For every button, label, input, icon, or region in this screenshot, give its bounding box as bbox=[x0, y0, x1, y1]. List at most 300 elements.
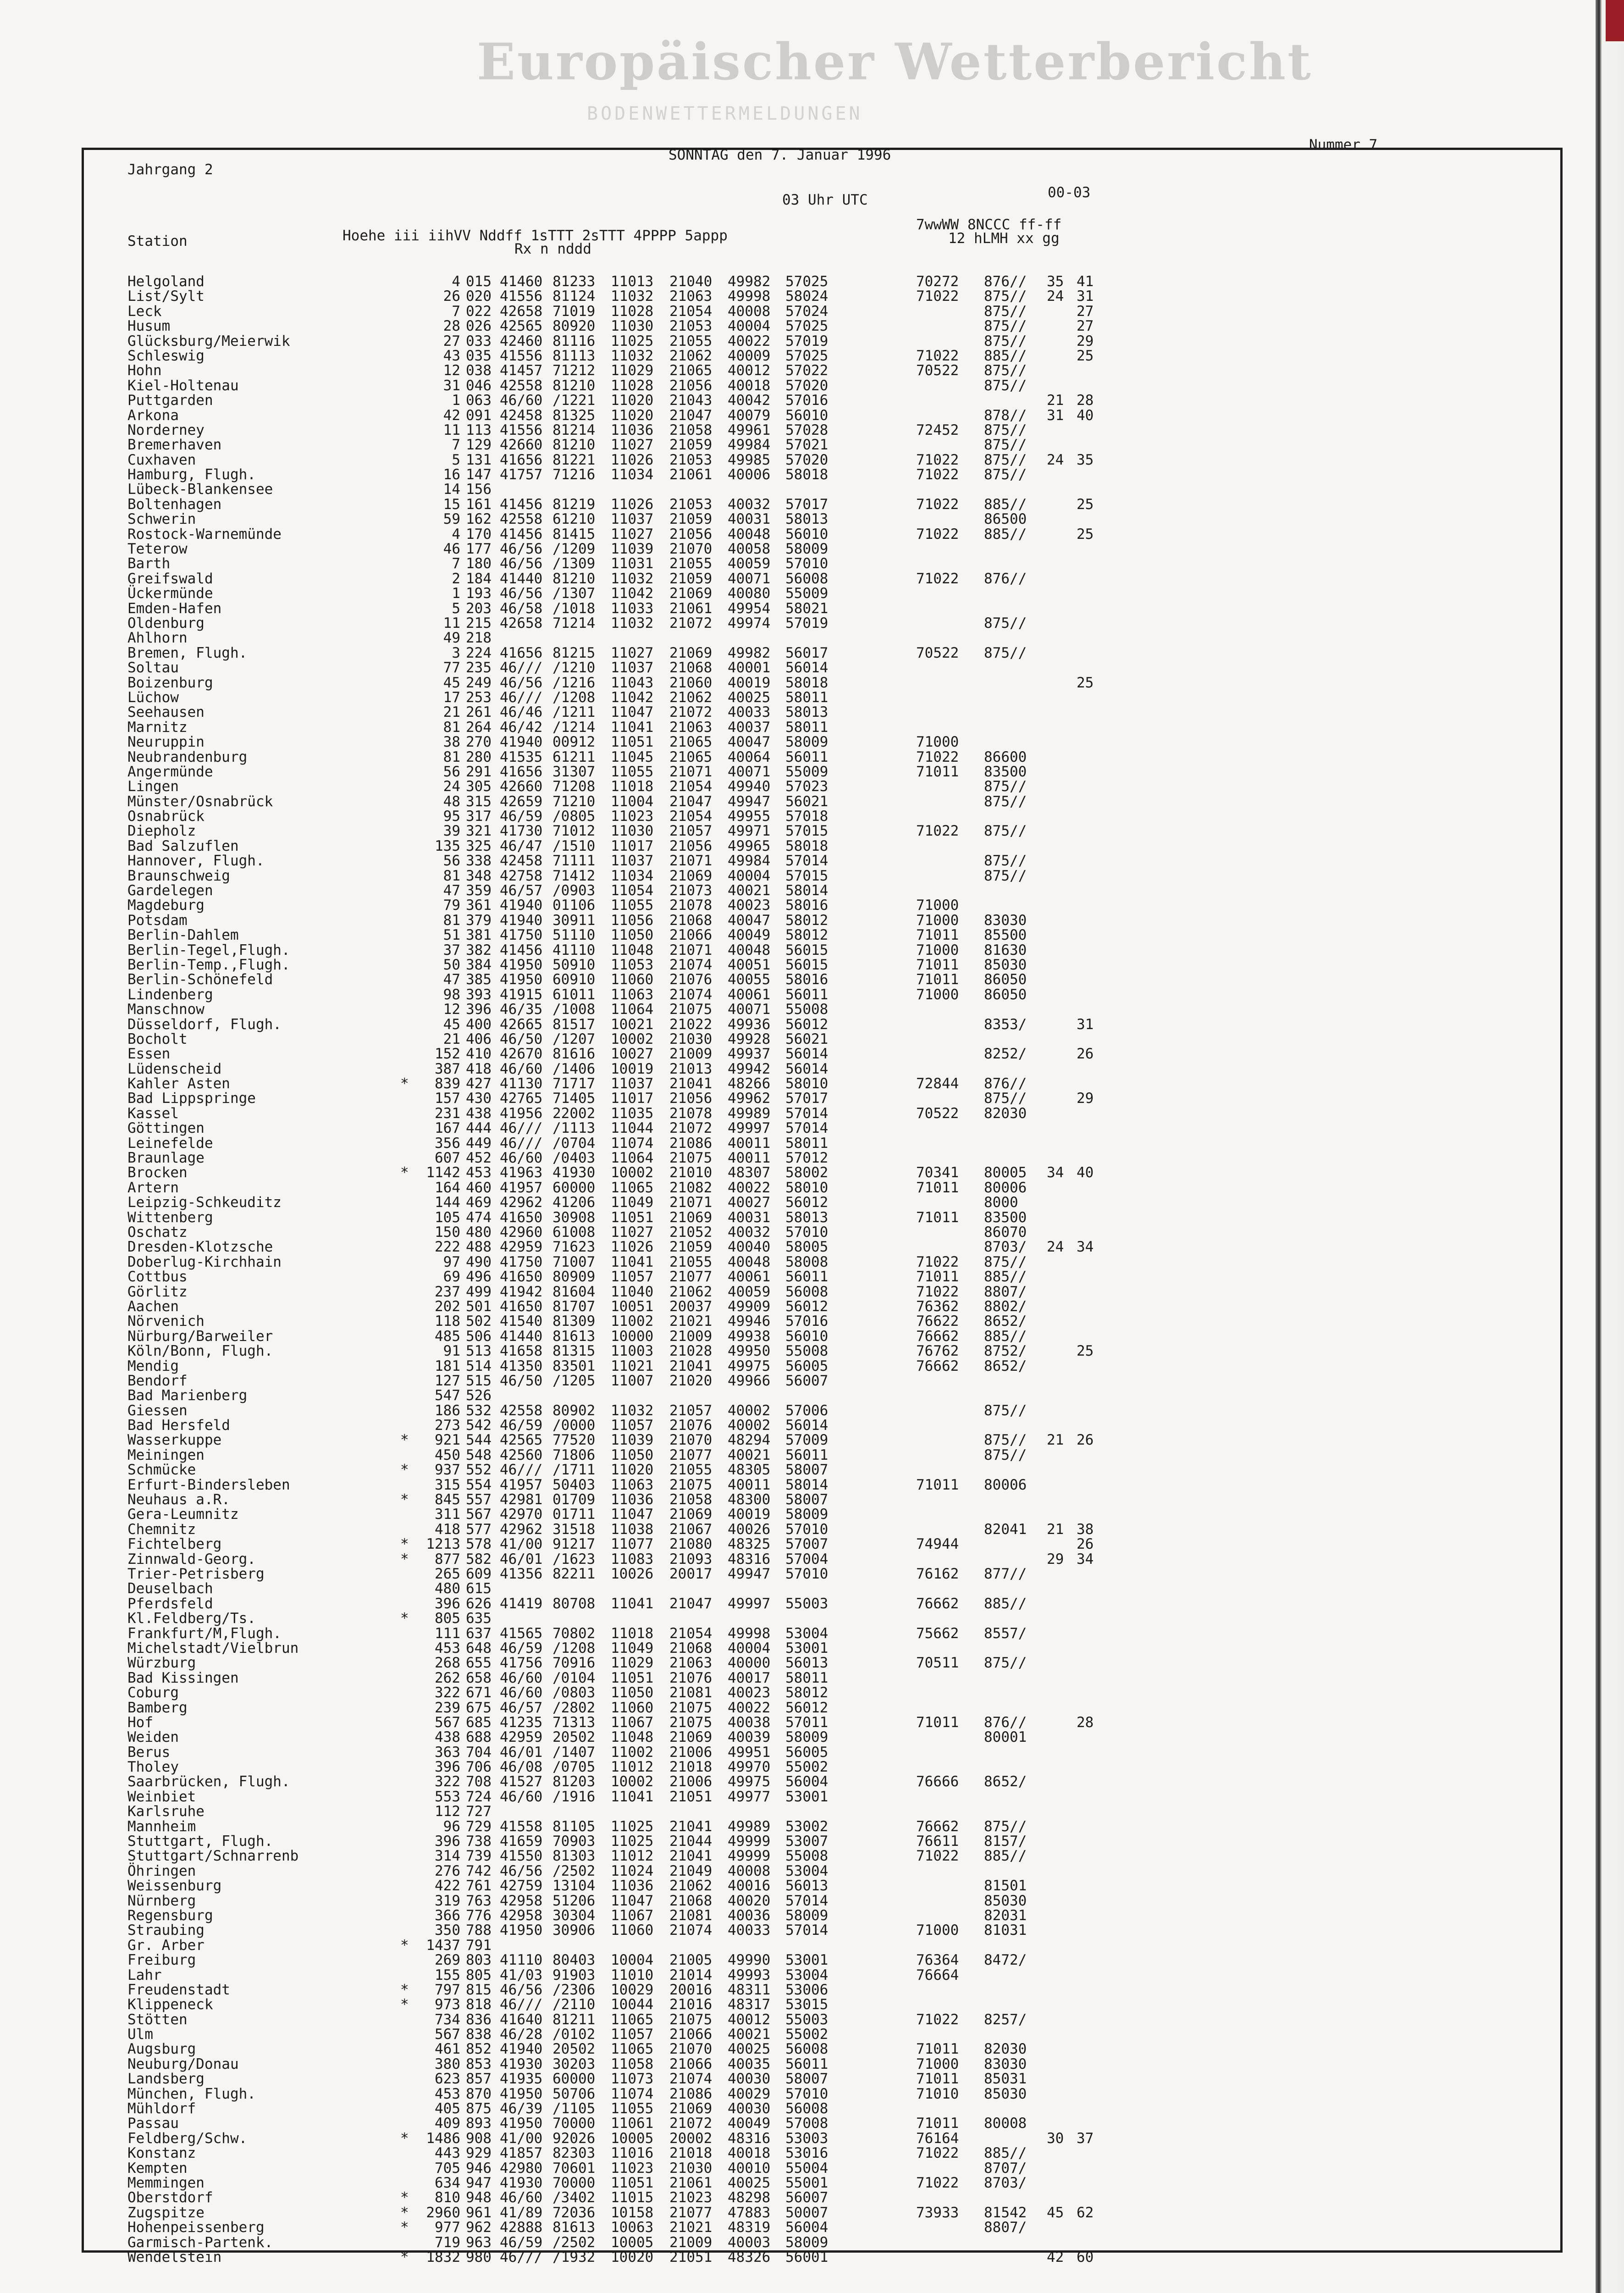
group-1sttt: 11065 bbox=[611, 2041, 654, 2058]
group-5appp: 53002 bbox=[785, 1818, 829, 1835]
group-8nccc: 85500 bbox=[984, 927, 1027, 944]
elevation: 239 bbox=[435, 1699, 460, 1716]
station-name: Tholey bbox=[127, 1759, 179, 1776]
group-nddff: 70903 bbox=[552, 1833, 596, 1850]
group-5appp: 58010 bbox=[785, 1075, 829, 1092]
group-8nccc: 875// bbox=[984, 644, 1027, 661]
mountain-marker: * bbox=[400, 1610, 409, 1627]
group-5appp: 56007 bbox=[785, 1372, 829, 1389]
group-5appp: 57010 bbox=[785, 1521, 829, 1538]
group-nddff: 81415 bbox=[552, 526, 596, 543]
group-5appp: 56021 bbox=[785, 793, 829, 810]
group-4pppp: 40025 bbox=[728, 2041, 771, 2058]
group-2sttt: 21061 bbox=[669, 600, 713, 617]
gust-gg: 34 bbox=[1077, 1551, 1094, 1567]
group-nddff: /0104 bbox=[552, 1669, 596, 1686]
group-2sttt: 21068 bbox=[669, 659, 713, 676]
station-id: 582 bbox=[466, 1551, 492, 1567]
group-2sttt: 21047 bbox=[669, 793, 713, 810]
group-2sttt: 21059 bbox=[669, 511, 713, 528]
group-4pppp: 40006 bbox=[728, 466, 771, 483]
group-8nccc: 885// bbox=[984, 496, 1027, 513]
station-name: Gr. Arber bbox=[127, 1937, 204, 1954]
station-id: 396 bbox=[466, 1001, 492, 1018]
group-1sttt: 11023 bbox=[611, 808, 654, 825]
group-7wwww: 72452 bbox=[916, 421, 959, 438]
station-id: 291 bbox=[466, 763, 492, 780]
elevation: 1213 bbox=[426, 1536, 460, 1553]
group-5appp: 53015 bbox=[785, 1996, 829, 2013]
group-nddff: 80902 bbox=[552, 1402, 596, 1419]
group-1sttt: 11057 bbox=[611, 1268, 654, 1285]
group-iihvv: 42670 bbox=[500, 1046, 543, 1063]
elevation: 11 bbox=[443, 421, 460, 438]
elevation: 623 bbox=[435, 2071, 460, 2088]
group-nddff: 82211 bbox=[552, 1565, 596, 1582]
group-nddff: 81221 bbox=[552, 451, 596, 468]
group-nddff: 81325 bbox=[552, 407, 596, 424]
group-8nccc: 875// bbox=[984, 288, 1027, 305]
group-4pppp: 40021 bbox=[728, 2026, 771, 2043]
station-id: 526 bbox=[466, 1387, 492, 1404]
group-8nccc: 83030 bbox=[984, 912, 1027, 929]
group-iihvv: 42888 bbox=[500, 2219, 543, 2236]
station-id: 177 bbox=[466, 541, 492, 558]
station-name: Nörvenich bbox=[127, 1313, 204, 1330]
group-2sttt: 21078 bbox=[669, 897, 713, 914]
elevation: 91 bbox=[443, 1343, 460, 1360]
station-id: 729 bbox=[466, 1818, 492, 1835]
station-id: 815 bbox=[466, 1981, 492, 1998]
station-id: 406 bbox=[466, 1030, 492, 1047]
issue-number: Nummer 7 bbox=[1309, 137, 1378, 153]
group-7wwww: 70511 bbox=[916, 1655, 959, 1672]
station-name: Schmücke bbox=[127, 1462, 196, 1479]
station-id: 215 bbox=[466, 615, 492, 631]
group-5appp: 56015 bbox=[785, 942, 829, 958]
group-2sttt: 21021 bbox=[669, 1313, 713, 1330]
group-5appp: 53007 bbox=[785, 1833, 829, 1850]
group-iihvv: 41656 bbox=[500, 763, 543, 780]
group-1sttt: 11018 bbox=[611, 1625, 654, 1642]
station-id: 635 bbox=[466, 1610, 492, 1627]
group-5appp: 57020 bbox=[785, 377, 829, 394]
gust-xx: 21 bbox=[1047, 1432, 1064, 1449]
group-iihvv: 41656 bbox=[500, 451, 543, 468]
group-1sttt: 10044 bbox=[611, 1996, 654, 2013]
station-id: 742 bbox=[466, 1862, 492, 1879]
group-8nccc: 82031 bbox=[984, 1907, 1027, 1924]
group-2sttt: 21071 bbox=[669, 942, 713, 958]
group-1sttt: 10027 bbox=[611, 1046, 654, 1063]
gust-xx: 45 bbox=[1047, 2204, 1064, 2221]
group-2sttt: 21053 bbox=[669, 318, 713, 335]
jahrgang-label: Jahrgang 2 bbox=[127, 161, 213, 178]
group-iihvv: 46/60 bbox=[500, 2189, 543, 2206]
group-nddff: 81211 bbox=[552, 2011, 596, 2028]
group-8nccc: 8652/ bbox=[984, 1357, 1027, 1374]
group-2sttt: 21053 bbox=[669, 496, 713, 513]
elevation: 202 bbox=[435, 1298, 460, 1315]
group-5appp: 57007 bbox=[785, 1536, 829, 1553]
group-iihvv: 42558 bbox=[500, 1402, 543, 1419]
elevation: 45 bbox=[443, 674, 460, 691]
group-4pppp: 40004 bbox=[728, 867, 771, 884]
group-8nccc: 878// bbox=[984, 407, 1027, 424]
elevation: 28 bbox=[443, 318, 460, 335]
group-4pppp: 40049 bbox=[728, 2115, 771, 2132]
group-8nccc: 875// bbox=[984, 853, 1027, 870]
station-name: Hof bbox=[127, 1714, 153, 1731]
group-5appp: 58010 bbox=[785, 1179, 829, 1196]
group-8nccc: 875// bbox=[984, 615, 1027, 631]
elevation: 7 bbox=[452, 303, 460, 320]
group-8nccc: 8752/ bbox=[984, 1343, 1027, 1360]
elevation: 157 bbox=[435, 1090, 460, 1107]
group-nddff: 30203 bbox=[552, 2055, 596, 2072]
main-columns-header: Hoehe iii iihVV Nddff 1sTTT 2sTTT 4PPPP 5appp bbox=[342, 227, 728, 244]
group-4pppp: 40022 bbox=[728, 332, 771, 349]
station-name: Dresden-Klotzsche bbox=[127, 1239, 273, 1256]
group-2sttt: 21075 bbox=[669, 1714, 713, 1731]
group-4pppp: 40003 bbox=[728, 2234, 771, 2251]
group-2sttt: 21055 bbox=[669, 1462, 713, 1479]
elevation: 50 bbox=[443, 956, 460, 973]
gust-gg: 37 bbox=[1077, 2130, 1094, 2147]
group-iihvv: 41457 bbox=[500, 362, 543, 379]
station-id: 685 bbox=[466, 1714, 492, 1731]
group-1sttt: 11017 bbox=[611, 1090, 654, 1107]
group-nddff: /2802 bbox=[552, 1699, 596, 1716]
group-4pppp: 48316 bbox=[728, 1551, 771, 1567]
group-nddff: /1209 bbox=[552, 541, 596, 558]
station-name: Augsburg bbox=[127, 2041, 196, 2058]
group-7wwww: 71022 bbox=[916, 2145, 959, 2162]
group-nddff: /1510 bbox=[552, 837, 596, 854]
gust-gg: 28 bbox=[1077, 1714, 1094, 1731]
elevation: 105 bbox=[435, 1209, 460, 1226]
group-2sttt: 21072 bbox=[669, 704, 713, 721]
group-2sttt: 21054 bbox=[669, 778, 713, 795]
station-id: 724 bbox=[466, 1788, 492, 1805]
station-name: Braunlage bbox=[127, 1150, 204, 1167]
group-nddff: /1309 bbox=[552, 555, 596, 572]
group-5appp: 56008 bbox=[785, 570, 829, 587]
group-iihvv: 42660 bbox=[500, 778, 543, 795]
group-8nccc: 80008 bbox=[984, 2115, 1027, 2132]
group-7wwww: 71000 bbox=[916, 2055, 959, 2072]
group-iihvv: 46/46 bbox=[500, 704, 543, 721]
station-name: Ahlhorn bbox=[127, 630, 188, 647]
elevation: 422 bbox=[435, 1878, 460, 1894]
group-2sttt: 21009 bbox=[669, 1046, 713, 1063]
group-4pppp: 49947 bbox=[728, 793, 771, 810]
group-1sttt: 11044 bbox=[611, 1120, 654, 1137]
group-4pppp: 48316 bbox=[728, 2130, 771, 2147]
group-nddff: 01106 bbox=[552, 897, 596, 914]
station-name: Norderney bbox=[127, 421, 204, 438]
group-iihvv: 46/60 bbox=[500, 1669, 543, 1686]
station-name: Görlitz bbox=[127, 1283, 188, 1300]
station-name: Kempten bbox=[127, 2160, 188, 2177]
group-2sttt: 21006 bbox=[669, 1744, 713, 1761]
group-1sttt: 11028 bbox=[611, 377, 654, 394]
gust-gg: 35 bbox=[1077, 451, 1094, 468]
group-4pppp: 49998 bbox=[728, 288, 771, 305]
group-2sttt: 21040 bbox=[669, 273, 713, 290]
station-id: 384 bbox=[466, 956, 492, 973]
station-id: 162 bbox=[466, 511, 492, 528]
station-name: Nürnberg bbox=[127, 1892, 196, 1909]
station-name: Lingen bbox=[127, 778, 179, 795]
group-5appp: 56012 bbox=[785, 1016, 829, 1033]
group-iihvv: 42765 bbox=[500, 1090, 543, 1107]
group-nddff: 81309 bbox=[552, 1313, 596, 1330]
station-name: Wasserkuppe bbox=[127, 1432, 222, 1449]
group-8nccc: 85030 bbox=[984, 2085, 1027, 2102]
station-name: Erfurt-Bindersleben bbox=[127, 1476, 290, 1493]
group-7wwww: 71022 bbox=[916, 347, 959, 364]
group-1sttt: 11043 bbox=[611, 674, 654, 691]
group-5appp: 55008 bbox=[785, 1343, 829, 1360]
group-iihvv: 46/// bbox=[500, 1135, 543, 1152]
gust-gg: 41 bbox=[1077, 273, 1094, 290]
group-1sttt: 10019 bbox=[611, 1060, 654, 1077]
gust-xx: 21 bbox=[1047, 392, 1064, 409]
station-id: 063 bbox=[466, 392, 492, 409]
group-8nccc: 8557/ bbox=[984, 1625, 1027, 1642]
group-5appp: 58005 bbox=[785, 1239, 829, 1256]
group-nddff: 81616 bbox=[552, 1046, 596, 1063]
group-4pppp: 40030 bbox=[728, 2071, 771, 2088]
station-id: 655 bbox=[466, 1655, 492, 1672]
station-name: Weinbiet bbox=[127, 1788, 196, 1805]
elevation: 322 bbox=[435, 1684, 460, 1701]
station-name: Hamburg, Flugh. bbox=[127, 466, 256, 483]
group-7wwww: 71011 bbox=[916, 971, 959, 988]
gust-xx: 42 bbox=[1047, 2249, 1064, 2265]
group-5appp: 58018 bbox=[785, 674, 829, 691]
group-5appp: 56011 bbox=[785, 986, 829, 1003]
group-2sttt: 21041 bbox=[669, 1357, 713, 1374]
group-4pppp: 49936 bbox=[728, 1016, 771, 1033]
group-5appp: 56008 bbox=[785, 1283, 829, 1300]
group-5appp: 56008 bbox=[785, 2041, 829, 2058]
station-id: 418 bbox=[466, 1060, 492, 1077]
group-1sttt: 11034 bbox=[611, 466, 654, 483]
group-5appp: 58011 bbox=[785, 689, 829, 706]
group-iihvv: 41950 bbox=[500, 956, 543, 973]
group-8nccc: 876// bbox=[984, 1075, 1027, 1092]
group-nddff: 91903 bbox=[552, 1966, 596, 1983]
group-1sttt: 11065 bbox=[611, 1179, 654, 1196]
group-iihvv: 41950 bbox=[500, 2115, 543, 2132]
station-id: 947 bbox=[466, 2175, 492, 2191]
station-name: List/Sylt bbox=[127, 288, 204, 305]
group-iihvv: 46/56 bbox=[500, 555, 543, 572]
group-5appp: 56004 bbox=[785, 1773, 829, 1790]
group-8nccc: 8807/ bbox=[984, 2219, 1027, 2236]
group-8nccc: 885// bbox=[984, 1328, 1027, 1345]
station-id: 180 bbox=[466, 555, 492, 572]
elevation: 47 bbox=[443, 971, 460, 988]
station-id: 838 bbox=[466, 2026, 492, 2043]
group-nddff: 70000 bbox=[552, 2115, 596, 2132]
group-iihvv: 42960 bbox=[500, 1224, 543, 1241]
group-iihvv: 41440 bbox=[500, 1328, 543, 1345]
time-range: 00-03 bbox=[1048, 184, 1091, 201]
elevation: 12 bbox=[443, 362, 460, 379]
group-1sttt: 11036 bbox=[611, 421, 654, 438]
group-1sttt: 11033 bbox=[611, 600, 654, 617]
station-name: Lahr bbox=[127, 1966, 162, 1983]
station-id: 348 bbox=[466, 867, 492, 884]
group-1sttt: 11048 bbox=[611, 942, 654, 958]
station-name: Emden-Hafen bbox=[127, 600, 222, 617]
group-1sttt: 11041 bbox=[611, 719, 654, 736]
group-8nccc: 875// bbox=[984, 867, 1027, 884]
station-id: 261 bbox=[466, 704, 492, 721]
station-name: Gardelegen bbox=[127, 882, 213, 899]
group-8nccc: 875// bbox=[984, 1090, 1027, 1107]
group-4pppp: 40019 bbox=[728, 1506, 771, 1523]
group-8nccc: 885// bbox=[984, 1595, 1027, 1612]
elevation: 1486 bbox=[426, 2130, 460, 2147]
station-name: Berlin-Tegel,Flugh. bbox=[127, 942, 290, 958]
group-7wwww: 71011 bbox=[916, 2071, 959, 2088]
group-1sttt: 11032 bbox=[611, 347, 654, 364]
group-4pppp: 40071 bbox=[728, 763, 771, 780]
group-4pppp: 40079 bbox=[728, 407, 771, 424]
station-name: Weissenburg bbox=[127, 1878, 222, 1894]
group-1sttt: 11064 bbox=[611, 1150, 654, 1167]
group-1sttt: 11060 bbox=[611, 1699, 654, 1716]
station-id: 544 bbox=[466, 1432, 492, 1449]
group-1sttt: 11039 bbox=[611, 1432, 654, 1449]
elevation: 322 bbox=[435, 1773, 460, 1790]
station-id: 020 bbox=[466, 288, 492, 305]
group-5appp: 56014 bbox=[785, 1060, 829, 1077]
group-nddff: 71007 bbox=[552, 1253, 596, 1270]
group-2sttt: 21054 bbox=[669, 303, 713, 320]
group-4pppp: 48305 bbox=[728, 1462, 771, 1479]
group-iihvv: 42962 bbox=[500, 1521, 543, 1538]
station-id: 514 bbox=[466, 1357, 492, 1374]
station-name: Bamberg bbox=[127, 1699, 188, 1716]
group-4pppp: 40071 bbox=[728, 570, 771, 587]
group-4pppp: 49966 bbox=[728, 1372, 771, 1389]
group-5appp: 58018 bbox=[785, 466, 829, 483]
group-5appp: 58002 bbox=[785, 1164, 829, 1181]
group-iihvv: 41940 bbox=[500, 2041, 543, 2058]
group-iihvv: 41565 bbox=[500, 1625, 543, 1642]
group-nddff: 61011 bbox=[552, 986, 596, 1003]
group-2sttt: 21041 bbox=[669, 1075, 713, 1092]
group-4pppp: 40011 bbox=[728, 1150, 771, 1167]
group-1sttt: 11063 bbox=[611, 986, 654, 1003]
group-4pppp: 40011 bbox=[728, 1135, 771, 1152]
group-nddff: 71208 bbox=[552, 778, 596, 795]
station-id: 513 bbox=[466, 1343, 492, 1360]
group-nddff: /1407 bbox=[552, 1744, 596, 1761]
elevation: 453 bbox=[435, 1639, 460, 1656]
station-name: Kl.Feldberg/Ts. bbox=[127, 1610, 256, 1627]
group-1sttt: 11013 bbox=[611, 273, 654, 290]
group-nddff: 81233 bbox=[552, 273, 596, 290]
gust-gg: 29 bbox=[1077, 332, 1094, 349]
station-id: 361 bbox=[466, 897, 492, 914]
group-1sttt: 10000 bbox=[611, 1328, 654, 1345]
gust-xx: 34 bbox=[1047, 1164, 1064, 1181]
station-name: Angermünde bbox=[127, 763, 213, 780]
station-id: 515 bbox=[466, 1372, 492, 1389]
group-nddff: /0704 bbox=[552, 1135, 596, 1152]
group-4pppp: 40004 bbox=[728, 318, 771, 335]
station-name: Barth bbox=[127, 555, 171, 572]
group-2sttt: 21018 bbox=[669, 1759, 713, 1776]
group-8nccc: 8807/ bbox=[984, 1283, 1027, 1300]
elevation: 77 bbox=[443, 659, 460, 676]
group-nddff: 80920 bbox=[552, 318, 596, 335]
group-nddff: /0705 bbox=[552, 1759, 596, 1776]
group-5appp: 55002 bbox=[785, 1759, 829, 1776]
group-1sttt: 11041 bbox=[611, 1595, 654, 1612]
group-iihvv: 46/01 bbox=[500, 1744, 543, 1761]
group-7wwww: 71022 bbox=[916, 2011, 959, 2028]
group-2sttt: 21055 bbox=[669, 1253, 713, 1270]
group-nddff: 81214 bbox=[552, 421, 596, 438]
station-id: 557 bbox=[466, 1491, 492, 1508]
group-5appp: 58013 bbox=[785, 704, 829, 721]
group-4pppp: 40059 bbox=[728, 555, 771, 572]
group-4pppp: 49984 bbox=[728, 853, 771, 870]
group-8nccc: 8353/ bbox=[984, 1016, 1027, 1033]
group-8nccc: 82041 bbox=[984, 1521, 1027, 1538]
group-iihvv: 42665 bbox=[500, 1016, 543, 1033]
group-5appp: 58007 bbox=[785, 1462, 829, 1479]
group-2sttt: 21066 bbox=[669, 2026, 713, 2043]
elevation: 450 bbox=[435, 1446, 460, 1463]
group-1sttt: 11035 bbox=[611, 1105, 654, 1122]
group-2sttt: 21041 bbox=[669, 1848, 713, 1865]
station-id: 224 bbox=[466, 644, 492, 661]
group-iihvv: 46/56 bbox=[500, 674, 543, 691]
station-name: Doberlug-Kirchhain bbox=[127, 1253, 282, 1270]
group-iihvv: 42959 bbox=[500, 1239, 543, 1256]
elevation: 2 bbox=[452, 570, 460, 587]
group-1sttt: 11064 bbox=[611, 1001, 654, 1018]
group-2sttt: 21058 bbox=[669, 1491, 713, 1508]
mountain-marker: * bbox=[400, 1536, 409, 1553]
group-iihvv: 41556 bbox=[500, 288, 543, 305]
group-1sttt: 11020 bbox=[611, 1462, 654, 1479]
group-8nccc: 875// bbox=[984, 466, 1027, 483]
group-nddff: 61211 bbox=[552, 748, 596, 765]
group-8nccc: 83500 bbox=[984, 1209, 1027, 1226]
group-2sttt: 21006 bbox=[669, 1773, 713, 1790]
group-5appp: 56005 bbox=[785, 1744, 829, 1761]
station-id: 658 bbox=[466, 1669, 492, 1686]
group-2sttt: 21076 bbox=[669, 1669, 713, 1686]
group-7wwww: 71011 bbox=[916, 1209, 959, 1226]
group-2sttt: 21086 bbox=[669, 1135, 713, 1152]
group-1sttt: 11050 bbox=[611, 1446, 654, 1463]
station-name: Bad Marienberg bbox=[127, 1387, 248, 1404]
station-id: 857 bbox=[466, 2071, 492, 2088]
group-iihvv: 41440 bbox=[500, 570, 543, 587]
elevation: 265 bbox=[435, 1565, 460, 1582]
group-iihvv: 46/// bbox=[500, 659, 543, 676]
